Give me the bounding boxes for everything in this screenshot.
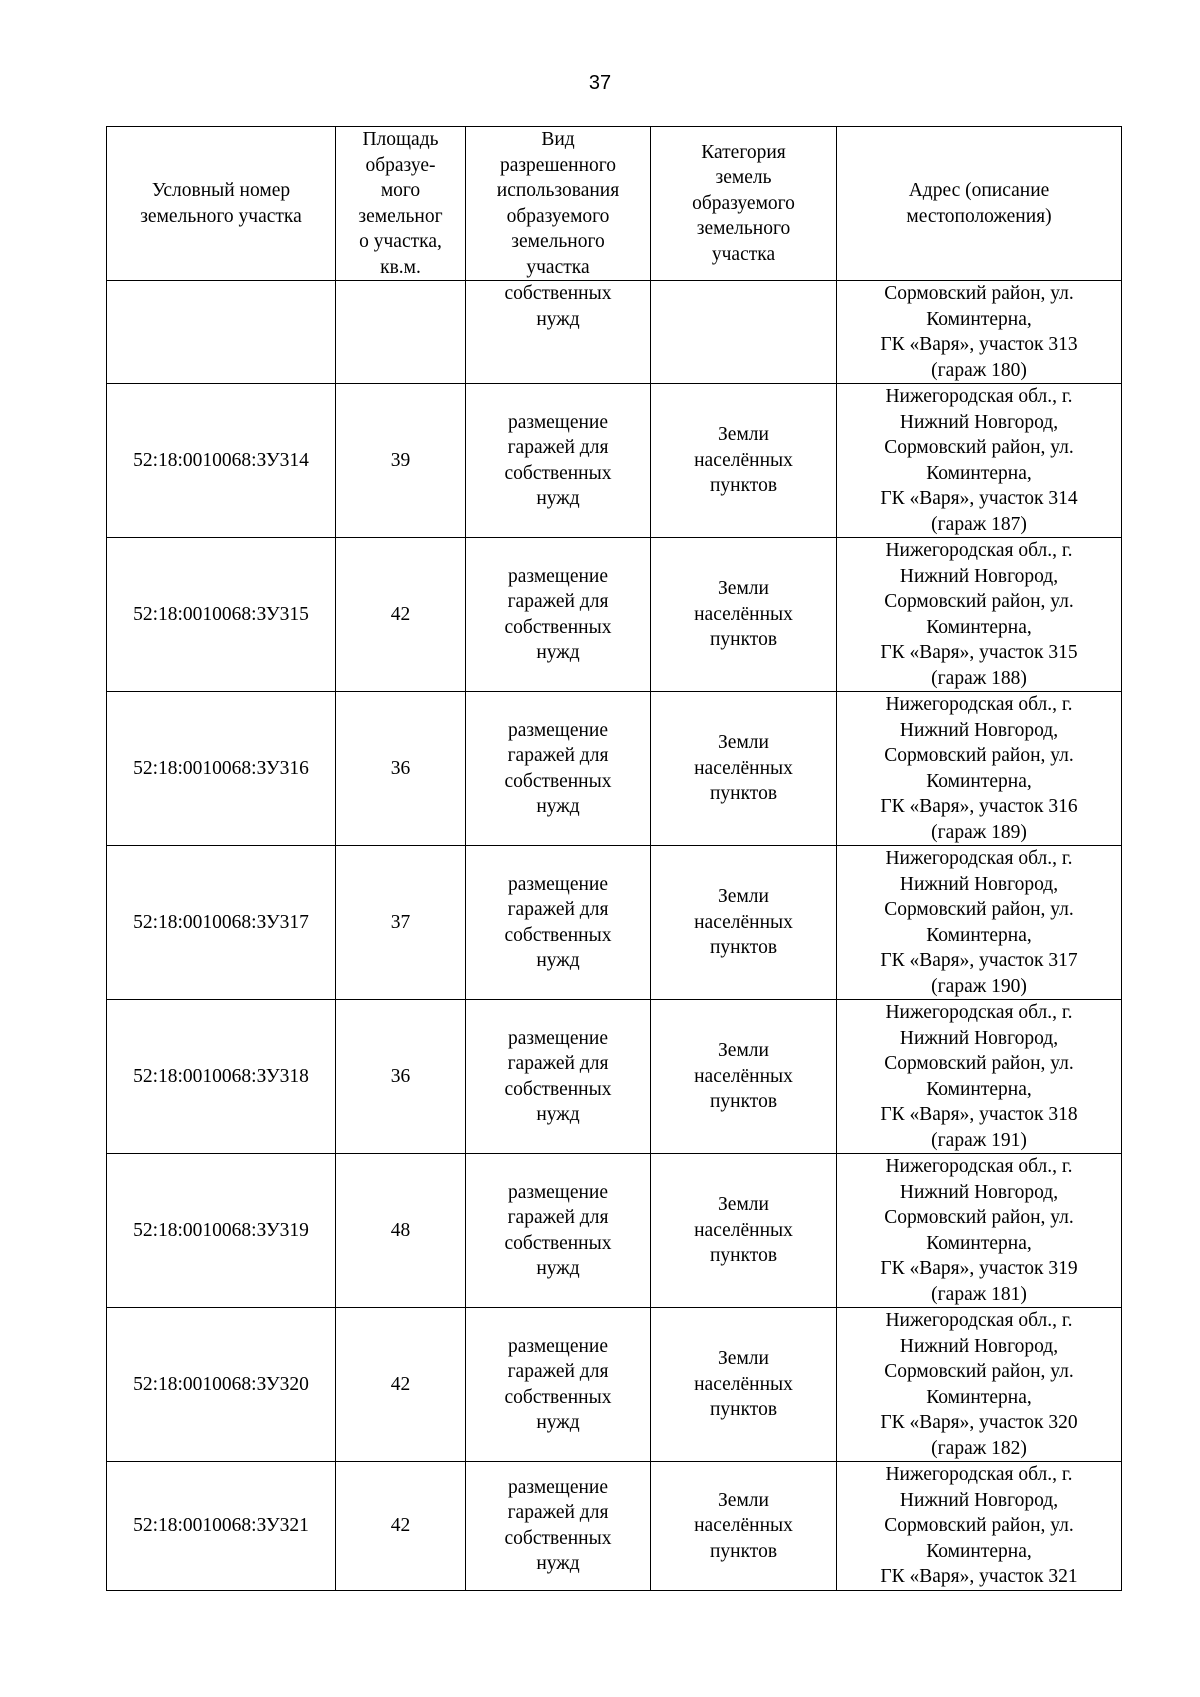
cell-address: Нижегородская обл., г. Нижний Новгород, Сормовский район, ул. Коминтерна, ГК «Варя», участок 320 (гараж 182) xyxy=(837,1308,1122,1462)
table-row xyxy=(107,1462,1122,1591)
cell-number: 52:18:0010068:ЗУ320 xyxy=(107,1308,336,1462)
table-header-row xyxy=(107,127,1122,281)
cell-number: 52:18:0010068:ЗУ314 xyxy=(107,384,336,538)
cell-number xyxy=(107,281,336,384)
cell-use: размещение гаражей для собственных нужд xyxy=(466,846,651,1000)
column-header-area: Площадь образуе- мого земельног о участка, кв.м. xyxy=(336,127,466,281)
cell-area xyxy=(336,281,466,384)
cell-area: 37 xyxy=(336,846,466,1000)
cell-address: Нижегородская обл., г. Нижний Новгород, Сормовский район, ул. Коминтерна, ГК «Варя», участок 317 (гараж 190) xyxy=(837,846,1122,1000)
cell-use: размещение гаражей для собственных нужд xyxy=(466,1308,651,1462)
cell-area: 48 xyxy=(336,1154,466,1308)
cell-use: размещение гаражей для собственных нужд xyxy=(466,1154,651,1308)
cell-category: Земли населённых пунктов xyxy=(651,1308,837,1462)
table-row xyxy=(107,384,1122,538)
cell-address: Нижегородская обл., г. Нижний Новгород, Сормовский район, ул. Коминтерна, ГК «Варя», участок 315 (гараж 188) xyxy=(837,538,1122,692)
cell-category: Земли населённых пунктов xyxy=(651,384,837,538)
column-header-address: Адрес (описание местоположения) xyxy=(837,127,1122,281)
cell-number: 52:18:0010068:ЗУ316 xyxy=(107,692,336,846)
cell-area: 42 xyxy=(336,1462,466,1591)
cell-address: Нижегородская обл., г. Нижний Новгород, Сормовский район, ул. Коминтерна, ГК «Варя», участок 314 (гараж 187) xyxy=(837,384,1122,538)
cell-category: Земли населённых пунктов xyxy=(651,1462,837,1591)
cell-address: Нижегородская обл., г. Нижний Новгород, Сормовский район, ул. Коминтерна, ГК «Варя», участок 318 (гараж 191) xyxy=(837,1000,1122,1154)
cell-use: собственных нужд xyxy=(466,281,651,384)
cell-number: 52:18:0010068:ЗУ318 xyxy=(107,1000,336,1154)
table-row xyxy=(107,1000,1122,1154)
cell-number: 52:18:0010068:ЗУ319 xyxy=(107,1154,336,1308)
page-number: 37 xyxy=(588,72,612,94)
column-header-use: Вид разрешенного использования образуемого земельного участка xyxy=(466,127,651,281)
cell-category: Земли населённых пунктов xyxy=(651,692,837,846)
cell-area: 39 xyxy=(336,384,466,538)
cell-area: 36 xyxy=(336,1000,466,1154)
cell-area: 42 xyxy=(336,538,466,692)
cell-address: Нижегородская обл., г. Нижний Новгород, Сормовский район, ул. Коминтерна, ГК «Варя», участок 319 (гараж 181) xyxy=(837,1154,1122,1308)
table-row xyxy=(107,538,1122,692)
table-row xyxy=(107,692,1122,846)
table-row xyxy=(107,1308,1122,1462)
cell-use: размещение гаражей для собственных нужд xyxy=(466,692,651,846)
table-row xyxy=(107,1154,1122,1308)
land-plots-table xyxy=(106,126,1122,1591)
column-header-category: Категория земель образуемого земельного участка xyxy=(651,127,837,281)
column-header-number: Условный номер земельного участка xyxy=(107,127,336,281)
cell-use: размещение гаражей для собственных нужд xyxy=(466,538,651,692)
table-row xyxy=(107,281,1122,384)
cell-category: Земли населённых пунктов xyxy=(651,538,837,692)
cell-number: 52:18:0010068:ЗУ317 xyxy=(107,846,336,1000)
cell-category xyxy=(651,281,837,384)
cell-category: Земли населённых пунктов xyxy=(651,1000,837,1154)
cell-category: Земли населённых пунктов xyxy=(651,846,837,1000)
cell-address: Нижегородская обл., г. Нижний Новгород, Сормовский район, ул. Коминтерна, ГК «Варя», участок 316 (гараж 189) xyxy=(837,692,1122,846)
cell-address: Нижегородская обл., г. Нижний Новгород, Сормовский район, ул. Коминтерна, ГК «Варя», участок 321 xyxy=(837,1462,1122,1591)
cell-use: размещение гаражей для собственных нужд xyxy=(466,384,651,538)
cell-category: Земли населённых пунктов xyxy=(651,1154,837,1308)
table-row xyxy=(107,846,1122,1000)
cell-use: размещение гаражей для собственных нужд xyxy=(466,1462,651,1591)
cell-area: 42 xyxy=(336,1308,466,1462)
cell-number: 52:18:0010068:ЗУ315 xyxy=(107,538,336,692)
cell-address: Сормовский район, ул. Коминтерна, ГК «Варя», участок 313 (гараж 180) xyxy=(837,281,1122,384)
cell-use: размещение гаражей для собственных нужд xyxy=(466,1000,651,1154)
cell-number: 52:18:0010068:ЗУ321 xyxy=(107,1462,336,1591)
cell-area: 36 xyxy=(336,692,466,846)
